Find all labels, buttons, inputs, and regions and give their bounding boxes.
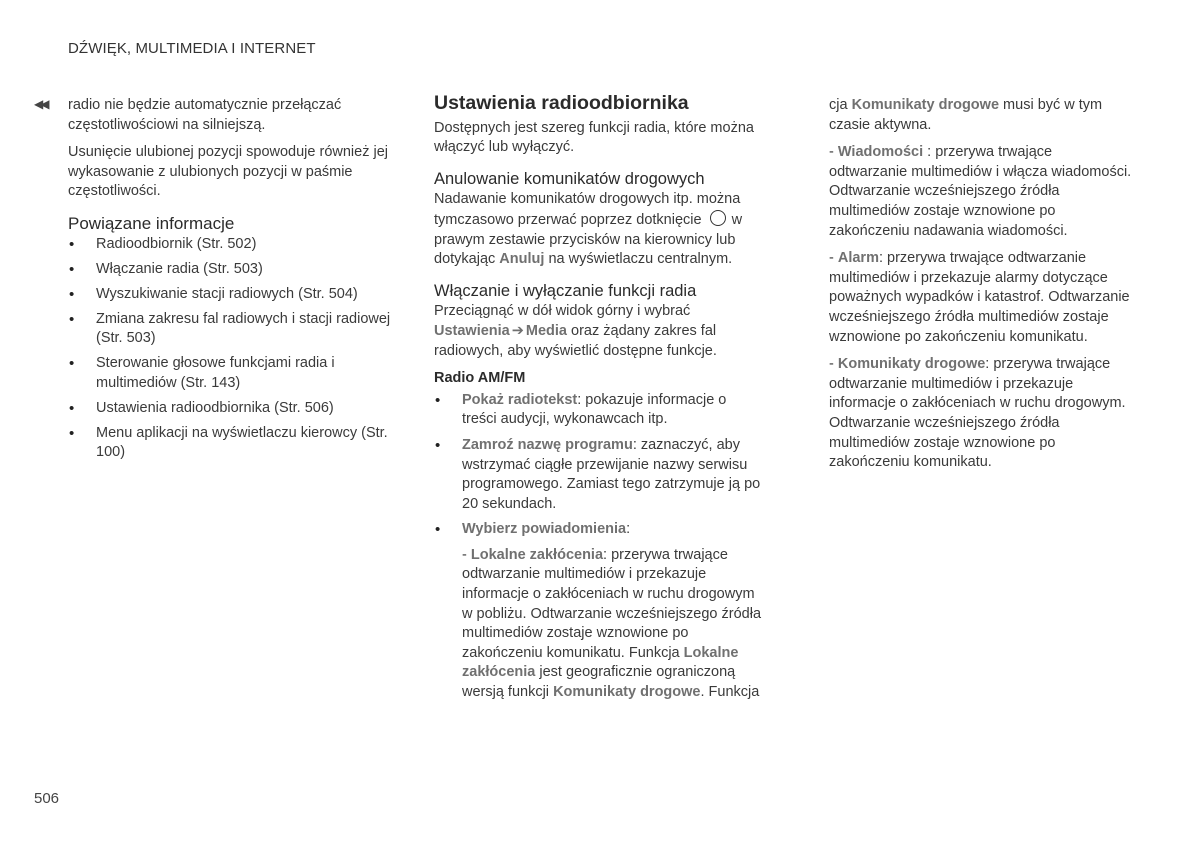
- nested-paragraph: [462, 546, 764, 703]
- page-header-title: DŹWIĘK, MULTIMEDIA I INTERNET: [68, 40, 316, 57]
- column-middle: [434, 94, 764, 709]
- text: jest geograficznie ograniczoną wersją funkcji: [462, 664, 736, 701]
- dash: -: [829, 356, 838, 373]
- section-title: Ustawienia radioodbiornika: [434, 92, 689, 114]
- related-link[interactable]: • Sterowanie głosowe funkcjami radia i multimediów (Str. 143): [68, 354, 403, 393]
- text: : przerywa trwające odtwarzanie multimediów i włącza wiadomości. Odtwarzanie wcześniejszego źródła multimediów zostaje wznowione po zakończeniu nadawania wiadomości.: [829, 144, 1132, 239]
- keyword-traffic-announcements: Komunikaty drogowe: [851, 97, 1000, 113]
- text: : przerywa trwające odtwarzanie multimediów i przekazuje alarmy dotyczące poważnych wypadków i katastrof. Odtwarzanie wcześniejszego źródła multimediów zostaje wznowione po zakończeniu komunikatu.: [829, 250, 1130, 345]
- text: w prawym zestawie przycisków na kierownicy lub dotykając: [434, 211, 743, 268]
- text: musi być w tym czasie aktywna.: [829, 97, 1103, 133]
- dash: -: [829, 250, 838, 267]
- keyword-local-disruptions: Lokalne zakłócenia: [470, 546, 604, 563]
- continued-marker-icon: ◀◀: [34, 97, 47, 111]
- column-right: [829, 96, 1134, 481]
- paragraph: [829, 249, 1134, 347]
- keyword-settings: Ustawienia: [434, 322, 510, 339]
- arrow-right-icon: ➔: [511, 322, 524, 339]
- text: : pokazuje informacje o treści audycji, wykonawcach itp.: [462, 391, 727, 428]
- related-link[interactable]: • Radioodbiornik (Str. 502): [68, 235, 403, 255]
- text: na wyświetlaczu centralnym.: [548, 251, 733, 268]
- text: . Funkcja: [700, 684, 760, 701]
- related-link[interactable]: • Ustawienia radioodbiornika (Str. 506): [68, 399, 403, 419]
- text: :: [626, 521, 631, 538]
- keyword-cancel: Anuluj: [499, 251, 545, 268]
- options-list: [434, 391, 764, 703]
- text: : przerywa trwające odtwarzanie multimediów i przekazuje informacje o zakłóceniach w ruchu drogowym w pobliżu. Odtwarzanie wcześniejszego źródła multimediów zostaje wznowione po zakończeniu komunikatu. Funkcja: [462, 546, 762, 661]
- keyword-traffic-announcements: Komunikaty drogowe: [837, 356, 986, 373]
- subsection-title-toggle: Włączanie i wyłączanie funkcji radia: [434, 281, 697, 300]
- related-link[interactable]: • Zmiana zakresu fal radiowych i stacji radiowej (Str. 503): [68, 310, 403, 349]
- related-info-list: [68, 235, 403, 463]
- circle-button-icon: [710, 210, 726, 226]
- page-number: 506: [34, 790, 60, 807]
- text: Nadawanie komunikatów drogowych itp. można tymczasowo przerwać poprzez dotknięcie: [434, 191, 741, 228]
- subsection-title-cancel: Anulowanie komunikatów drogowych: [434, 169, 705, 188]
- dash: -: [462, 546, 471, 563]
- related-link[interactable]: • Wyszukiwanie stacji radiowych (Str. 504): [68, 285, 403, 305]
- paragraph: cja Komunikaty drogowe musi być w tym czasie aktywna.: [829, 97, 1103, 133]
- keyword-alarm: Alarm: [837, 250, 879, 267]
- paragraph: radio nie będzie automatycznie przełączać częstotliwościowi na silniejszą.: [68, 97, 342, 133]
- paragraph: [829, 143, 1134, 241]
- option-item: [434, 391, 764, 430]
- paragraph: [829, 355, 1134, 473]
- text: : zaznaczyć, aby wstrzymać ciągłe przewijanie nazwy serwisu programowego. Zamiast tego zatrzymuje ją po 20 sekundach.: [462, 436, 761, 512]
- option-item: [434, 436, 764, 514]
- text: oraz żądany zakres fal radiowych, aby wyświetlić dostępne funkcje.: [434, 322, 717, 359]
- option-show-radiotext: Pokaż radiotekst: [462, 391, 578, 408]
- paragraph: [434, 302, 764, 361]
- text: : przerywa trwające odtwarzanie multimediów i przekazuje informacje o zakłóceniach w ruchu drogowym. Odtwarzanie wcześniejszego źródła multimediów zostaje wznowione po zakończeniu komunikatu.: [829, 356, 1126, 471]
- text: Przeciągnąć w dół widok górny i wybrać: [434, 303, 691, 320]
- related-link[interactable]: • Menu aplikacji na wyświetlaczu kierowcy (Str. 100): [68, 424, 403, 463]
- option-select-notifications: Wybierz powiadomienia: [462, 521, 627, 538]
- paragraph: Usunięcie ulubionej pozycji spowoduje również jej wykasowanie z ulubionych pozycji w paśmie częstotliwości.: [68, 144, 388, 200]
- keyword-traffic-announcements: Komunikaty drogowe: [553, 684, 701, 701]
- keyword-local-disruptions: Lokalne zakłócenia: [462, 644, 739, 681]
- option-item: [434, 520, 764, 702]
- keyword-media: Media: [525, 322, 567, 339]
- intro-paragraph: Dostępnych jest szereg funkcji radia, które można włączyć lub wyłączyć.: [434, 119, 754, 156]
- dash: -: [829, 144, 838, 161]
- column-left: [68, 96, 403, 468]
- radio-amfm-title: Radio AM/FM: [434, 370, 526, 387]
- paragraph: [434, 190, 764, 269]
- option-freeze-name: Zamroź nazwę programu: [462, 436, 633, 453]
- related-info-title: Powiązane informacje: [68, 213, 235, 233]
- related-link[interactable]: • Włączanie radia (Str. 503): [68, 260, 403, 280]
- keyword-news: Wiadomości: [837, 144, 924, 161]
